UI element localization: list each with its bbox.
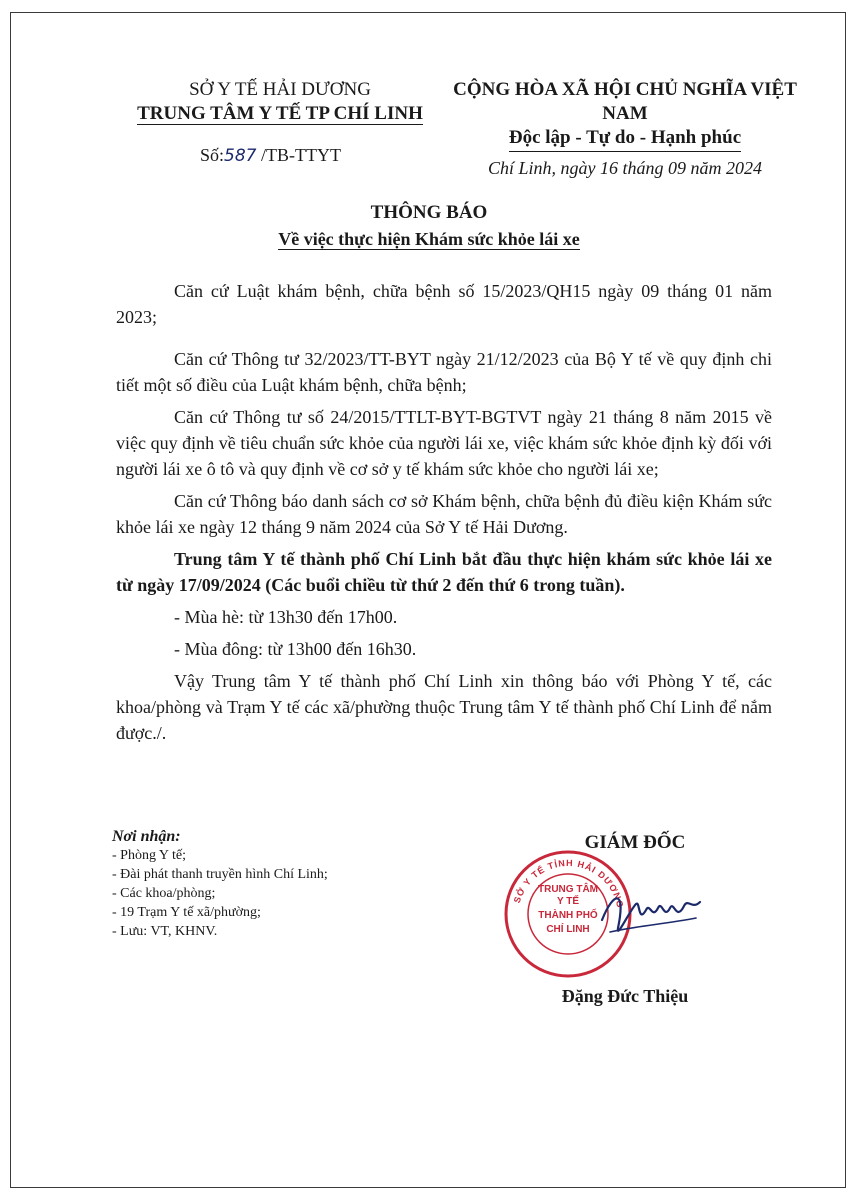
paragraph: Căn cứ Thông báo danh sách cơ sở Khám bệnh, chữa bệnh đủ điều kiện Khám sức khỏe lái xe ngày 12 tháng 9 năm 2024 của Sở Y tế Hải Dương. <box>116 491 772 537</box>
recipient-item: - Đài phát thanh truyền hình Chí Linh; <box>112 867 328 882</box>
issuer-header <box>110 78 450 126</box>
paragraph: Căn cứ Thông tư 32/2023/TT-BYT ngày 21/12/2023 của Bộ Y tế về quy định chi tiết một số điều của Luật khám bệnh, chữa bệnh; <box>116 349 772 395</box>
document-number <box>200 145 341 166</box>
svg-text:THÀNH PHỐ: THÀNH PHỐ <box>538 910 598 921</box>
recipient-item: - Phòng Y tế; <box>112 848 187 863</box>
recipients-heading: Nơi nhận: <box>112 828 181 845</box>
organization-name: TRUNG TÂM Y TẾ TP CHÍ LINH <box>137 103 423 124</box>
closing-paragraph: Vậy Trung tâm Y tế thành phố Chí Linh xin thông báo với Phòng Y tế, các khoa/phòng và Trạm Y tế các xã/phường thuộc Trung tâm Y tế thành phố Chí Linh để nắm được./. <box>116 671 772 743</box>
announcement-paragraph: Trung tâm Y tế thành phố Chí Linh bắt đầu thực hiện khám sức khỏe lái xe từ ngày 17/09/2024 (Các buổi chiều từ thứ 2 đến thứ 6 trong tuần). <box>116 549 772 595</box>
recipient-item: - Các khoa/phòng; <box>112 886 216 901</box>
doc-number-handwritten: 587 <box>224 146 257 166</box>
recipients-block <box>112 827 432 941</box>
doc-number-prefix: Số: <box>200 145 225 165</box>
recipient-item: - Lưu: VT, KHNV. <box>112 924 218 939</box>
document-body <box>116 278 772 762</box>
svg-text:CHÍ LINH: CHÍ LINH <box>546 924 590 935</box>
signer-name: Đặng Đức Thiệu <box>561 986 689 1006</box>
authority-name: SỞ Y TẾ HẢI DƯƠNG <box>189 79 371 100</box>
document-subtitle: Về việc thực hiện Khám sức khỏe lái xe <box>278 229 580 249</box>
svg-text:Y TẾ: Y TẾ <box>556 896 580 907</box>
paragraph: Căn cứ Thông tư số 24/2015/TTLT-BYT-BGTVT ngày 21 tháng 8 năm 2015 về việc quy định về tiêu chuẩn sức khỏe của người lái xe, việc khám sức khỏe định kỳ đối với người lái xe ô tô và quy định về cơ sở y tế khám sức khỏe cho người lái xe; <box>116 407 772 479</box>
recipient-item: - 19 Trạm Y tế xã/phường; <box>112 905 261 920</box>
svg-text:TRUNG TÂM: TRUNG TÂM <box>538 884 598 895</box>
doc-number-suffix: /TB-TTYT <box>260 145 341 165</box>
signer-position: GIÁM ĐỐC <box>584 832 686 853</box>
national-header <box>430 78 820 152</box>
paragraph: Căn cứ Luật khám bệnh, chữa bệnh số 15/2023/QH15 ngày 09 tháng 01 năm 2023; <box>116 281 772 327</box>
national-motto: Độc lập - Tự do - Hạnh phúc <box>509 126 741 152</box>
summer-hours: - Mùa hè: từ 13h30 đến 17h00. <box>174 607 398 627</box>
place-date: Chí Linh, ngày 16 tháng 09 năm 2024 <box>487 158 762 178</box>
svg-text:SỞ Y TẾ TỈNH HẢI DƯƠNG: SỞ Y TẾ TỈNH HẢI DƯƠNG <box>511 857 626 910</box>
country-name: CỘNG HÒA XÃ HỘI CHỦ NGHĨA VIỆT NAM <box>453 79 797 124</box>
handwritten-signature-icon <box>596 880 706 950</box>
document-title: THÔNG BÁO <box>370 202 488 223</box>
winter-hours: - Mùa đông: từ 13h00 đến 16h30. <box>174 639 417 659</box>
